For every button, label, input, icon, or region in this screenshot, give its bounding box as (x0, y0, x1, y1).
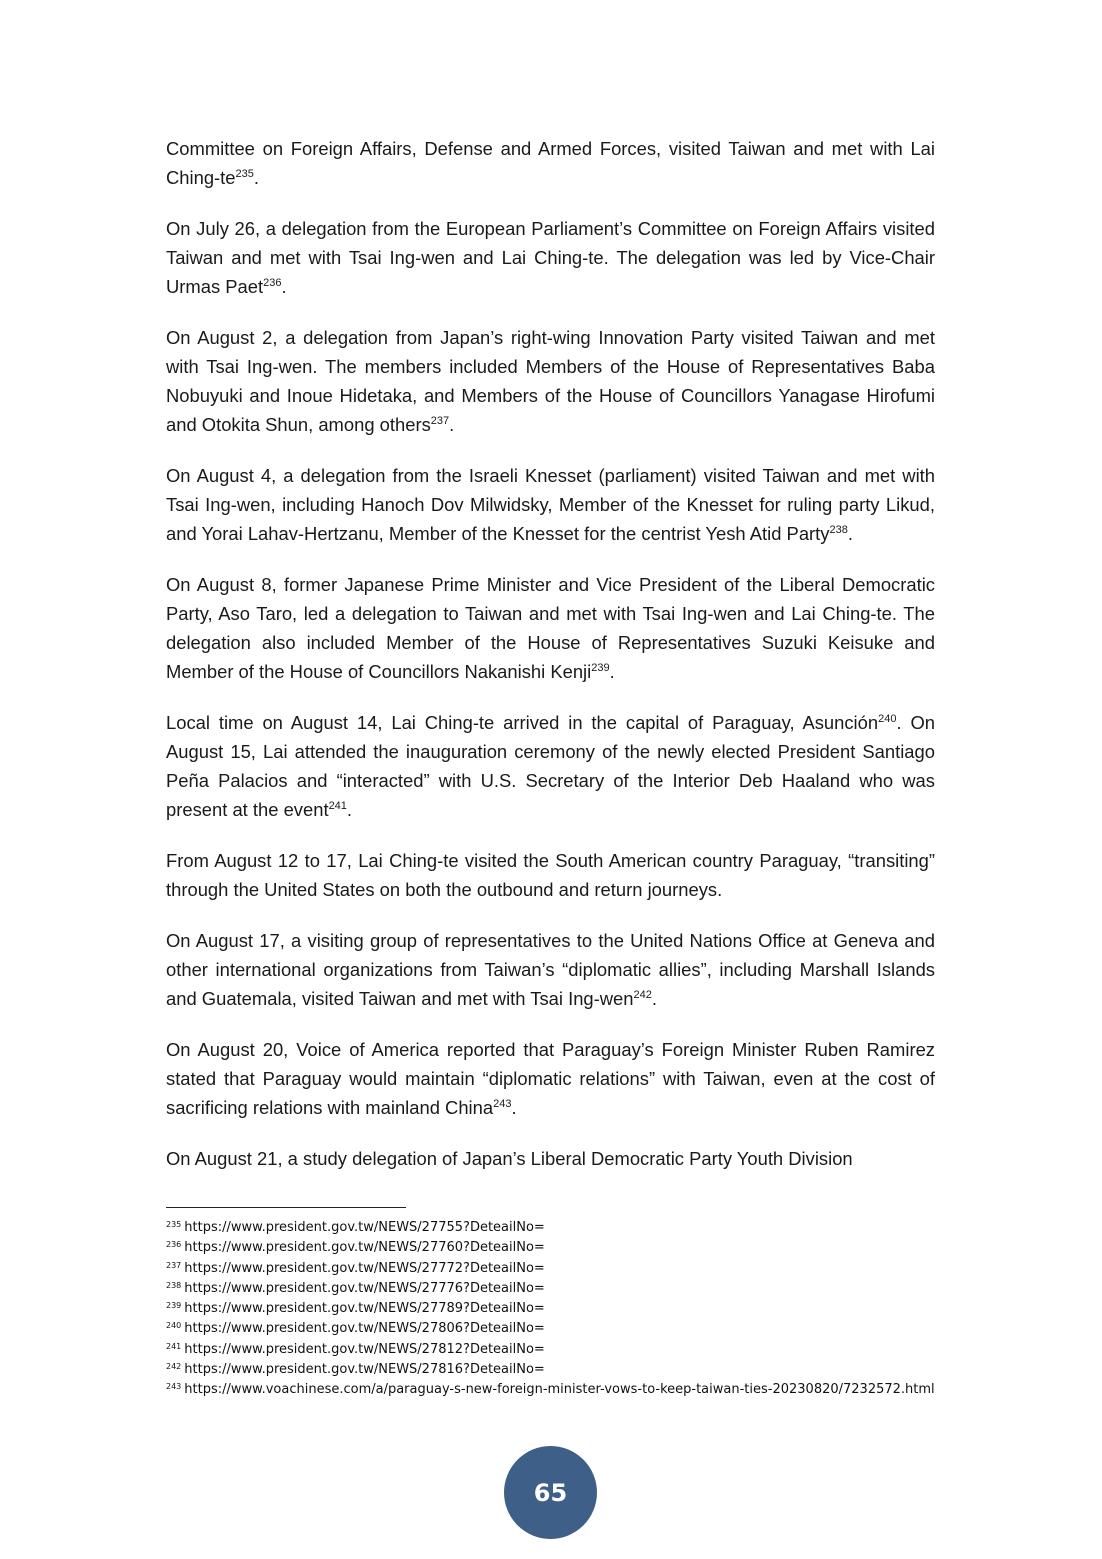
footnote-link[interactable]: https://www.voachinese.com/a/paraguay-s-new-foreign-minister-vows-to-keep-taiwan-ties-20230820/7232572.html (184, 1382, 935, 1398)
footnote-link[interactable]: https://www.president.gov.tw/NEWS/27806?DeteailNo= (184, 1321, 545, 1337)
footnote-ref[interactable]: 238 (829, 524, 848, 536)
paragraph: On August 4, a delegation from the Israeli Knesset (parliament) visited Taiwan and met with Tsai Ing-wen, including Hanoch Dov Milwidsky, Member of the Knesset for ruling party Likud, and Yorai Lahav-Hertzanu, Member of the Knesset for the centrist Yesh Atid Party$^{238}$. (166, 465, 935, 544)
footnote-link[interactable]: https://www.president.gov.tw/NEWS/27789?DeteailNo= (184, 1301, 545, 1317)
body-text (166, 134, 935, 1173)
footnote-link[interactable]: https://www.president.gov.tw/NEWS/27755?DeteailNo= (184, 1220, 545, 1235)
footnote-number: 236 (166, 1240, 182, 1250)
footnote-divider (166, 1207, 406, 1208)
footnotes (166, 1218, 935, 1401)
footnote-number: 238 (166, 1280, 182, 1290)
footnote-number: 237 (166, 1260, 182, 1270)
footnote (166, 1238, 935, 1258)
footnote-ref[interactable]: 235 (235, 168, 254, 180)
footnote-number: 242 (166, 1362, 182, 1372)
footnote (166, 1380, 935, 1400)
footnote-ref[interactable]: 239 (591, 662, 610, 674)
footnote-number: 240 (166, 1321, 182, 1331)
footnote-ref[interactable]: 243 (493, 1098, 512, 1110)
footnote-ref[interactable]: 236 (263, 277, 282, 289)
footnote-ref[interactable]: 241 (328, 800, 347, 812)
footnote-number: 235 (166, 1220, 182, 1229)
footnote-link[interactable]: https://www.president.gov.tw/NEWS/27776?DeteailNo= (184, 1280, 545, 1296)
footnote-ref[interactable]: 240 (878, 713, 897, 725)
footnote (166, 1279, 935, 1299)
paragraph: On August 20, Voice of America reported that Paraguay’s Foreign Minister Ruben Ramirez stated that Paraguay would maintain “diplomatic relations” with Taiwan, even at the cost of sacrificing relations with mainland China$^{243}$. (166, 1039, 935, 1118)
paragraph: On August 8, former Japanese Prime Minister and Vice President of the Liberal Democratic Party, Aso Taro, led a delegation to Taiwan and met with Tsai Ing-wen and Lai Ching-te. The delegation also included Member of the House of Representatives Suzuki Keisuke and Member of the House of Councillors Nakanishi Kenji$^{239}$. (166, 574, 935, 682)
footnote (166, 1360, 935, 1380)
footnote (166, 1299, 935, 1319)
paragraph: On August 21, a study delegation of Japan’s Liberal Democratic Party Youth Division (166, 1148, 853, 1169)
footnote-link[interactable]: https://www.president.gov.tw/NEWS/27772?DeteailNo= (184, 1260, 545, 1276)
footnote (166, 1259, 935, 1279)
paragraph: Local time on August 14, Lai Ching-te arrived in the capital of Paraguay, Asunción$^{240}$. On August 15, Lai attended the inauguration ceremony of the newly elected President Santiago Peña Palacios and “interacted” with U.S. Secretary of the Interior Deb Haaland who was present at the event$^{241}$. (166, 712, 935, 820)
footnote-ref[interactable]: 237 (430, 415, 450, 427)
footnote-link[interactable]: https://www.president.gov.tw/NEWS/27812?DeteailNo= (184, 1341, 545, 1357)
footnote-number: 241 (166, 1341, 182, 1351)
footnote-link[interactable]: https://www.president.gov.tw/NEWS/27760?DeteailNo= (184, 1240, 545, 1256)
paragraph: From August 12 to 17, Lai Ching-te visited the South American country Paraguay, “transiting” through the United States on both the outbound and return journeys. (166, 850, 935, 900)
paragraph: Committee on Foreign Affairs, Defense and Armed Forces, visited Taiwan and met with Lai Ching-$te^{235}$. (166, 138, 935, 188)
footnote-number: 239 (166, 1301, 182, 1311)
footnote-number: 243 (166, 1382, 182, 1392)
page-number: 65 (533, 1478, 568, 1507)
paragraph: On August 17, a visiting group of representatives to the United Nations Office at Geneva and other international organizations from Taiwan’s “diplomatic allies”, including Marshall Islands and Guatemala, visited Taiwan and met with Tsai Ing-wen$^{242}$. (166, 930, 935, 1009)
paragraph: On July 26, a delegation from the European Parliament’s Committee on Foreign Affairs visited Taiwan and met with Tsai Ing-wen and Lai Ching-te. The delegation was led by Vice-Chair Urmas Paet$^{236}$. (166, 218, 935, 297)
footnote-link[interactable]: https://www.president.gov.tw/NEWS/27816?DeteailNo= (184, 1362, 545, 1378)
paragraph: On August 2, a delegation from Japan’s right-wing Innovation Party visited Taiwan and met with Tsai Ing-wen. The members included Members of the House of Representatives Baba Nobuyuki and Inoue Hidetaka, and Members of the House of Councillors Yanagase Hirofumi and Otokita Shun, among others$^{237}$. (166, 327, 935, 435)
footnote (166, 1319, 935, 1339)
footnote (166, 1218, 935, 1238)
footnote-ref[interactable]: 242 (633, 989, 652, 1001)
page-number-badge (504, 1446, 597, 1539)
footnote (166, 1340, 935, 1360)
